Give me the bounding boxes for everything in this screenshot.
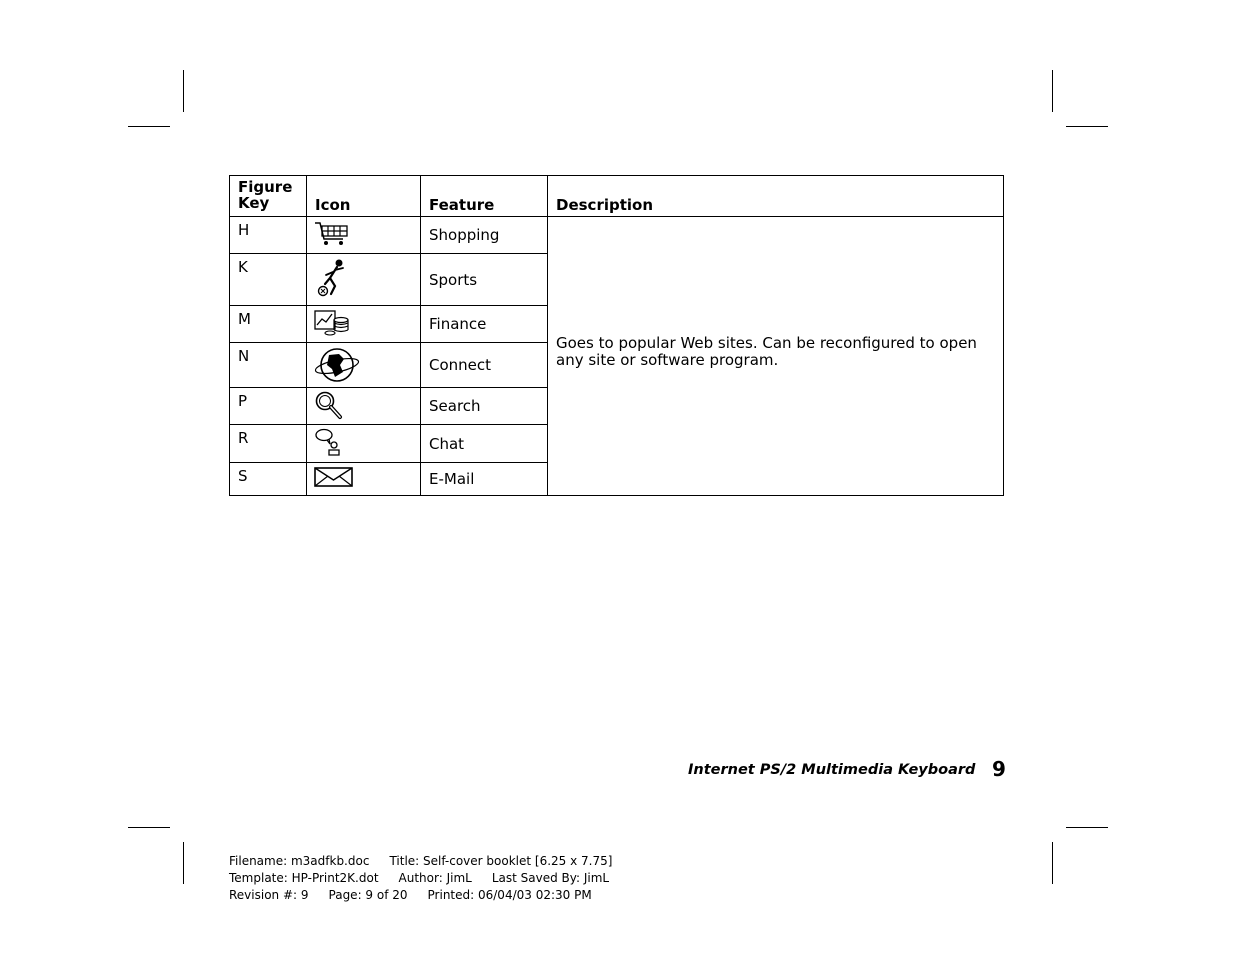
finance-chart-coins-icon bbox=[313, 308, 353, 338]
table-header-row bbox=[230, 176, 1004, 217]
footer-revision: Revision #: 9 bbox=[229, 888, 309, 902]
footer-line-3 bbox=[229, 887, 612, 904]
footer-title: Title: Self-cover booklet [6.25 x 7.75] bbox=[389, 854, 613, 868]
feature-cell: Finance bbox=[421, 306, 548, 343]
feature-cell: Chat bbox=[421, 425, 548, 463]
crop-mark-top-left-vertical bbox=[183, 70, 184, 112]
footer-line-2 bbox=[229, 870, 612, 887]
figure-key-cell: P bbox=[230, 388, 307, 425]
figure-key-cell: N bbox=[230, 343, 307, 388]
description-cell: Goes to popular Web sites. Can be reconfigured to open any site or software program. bbox=[548, 217, 1004, 496]
header-feature: Feature bbox=[421, 176, 548, 217]
soccer-player-icon bbox=[313, 256, 351, 300]
footer-line-1 bbox=[229, 853, 612, 870]
magnifying-glass-icon bbox=[313, 390, 347, 420]
footer-page: Page: 9 of 20 bbox=[328, 888, 408, 902]
feature-cell: Shopping bbox=[421, 217, 548, 254]
header-description: Description bbox=[548, 176, 1004, 217]
globe-icon bbox=[313, 345, 361, 385]
feature-table bbox=[229, 175, 1004, 496]
crop-mark-bottom-left-vertical bbox=[183, 842, 184, 884]
figure-key-cell: H bbox=[230, 217, 307, 254]
figure-key-cell: K bbox=[230, 254, 307, 306]
crop-mark-top-left-horizontal bbox=[128, 126, 170, 127]
feature-cell: Connect bbox=[421, 343, 548, 388]
page-number: 9 bbox=[992, 757, 1006, 781]
crop-mark-bottom-left-horizontal bbox=[128, 827, 170, 828]
crop-mark-bottom-right-horizontal bbox=[1066, 827, 1108, 828]
running-head: Internet PS/2 Multimedia Keyboard bbox=[688, 762, 976, 778]
document-footer bbox=[229, 853, 612, 904]
footer-author: Author: JimL bbox=[398, 871, 472, 885]
table-row bbox=[230, 217, 1004, 254]
chat-bubble-person-icon bbox=[313, 427, 347, 457]
header-icon: Icon bbox=[307, 176, 421, 217]
crop-mark-top-right-vertical bbox=[1052, 70, 1053, 112]
crop-mark-top-right-horizontal bbox=[1066, 126, 1108, 127]
figure-key-cell: S bbox=[230, 463, 307, 496]
feature-cell: E-Mail bbox=[421, 463, 548, 496]
feature-cell: Sports bbox=[421, 254, 548, 306]
footer-filename: Filename: m3adfkb.doc bbox=[229, 854, 370, 868]
footer-printed: Printed: 06/04/03 02:30 PM bbox=[427, 888, 592, 902]
header-figure-key: Figure Key bbox=[230, 176, 307, 217]
shopping-cart-icon bbox=[313, 219, 351, 249]
envelope-icon bbox=[313, 465, 355, 489]
figure-key-cell: R bbox=[230, 425, 307, 463]
footer-last-saved: Last Saved By: JimL bbox=[491, 871, 610, 885]
crop-mark-bottom-right-vertical bbox=[1052, 842, 1053, 884]
feature-cell: Search bbox=[421, 388, 548, 425]
figure-key-cell: M bbox=[230, 306, 307, 343]
footer-template: Template: HP-Print2K.dot bbox=[229, 871, 379, 885]
